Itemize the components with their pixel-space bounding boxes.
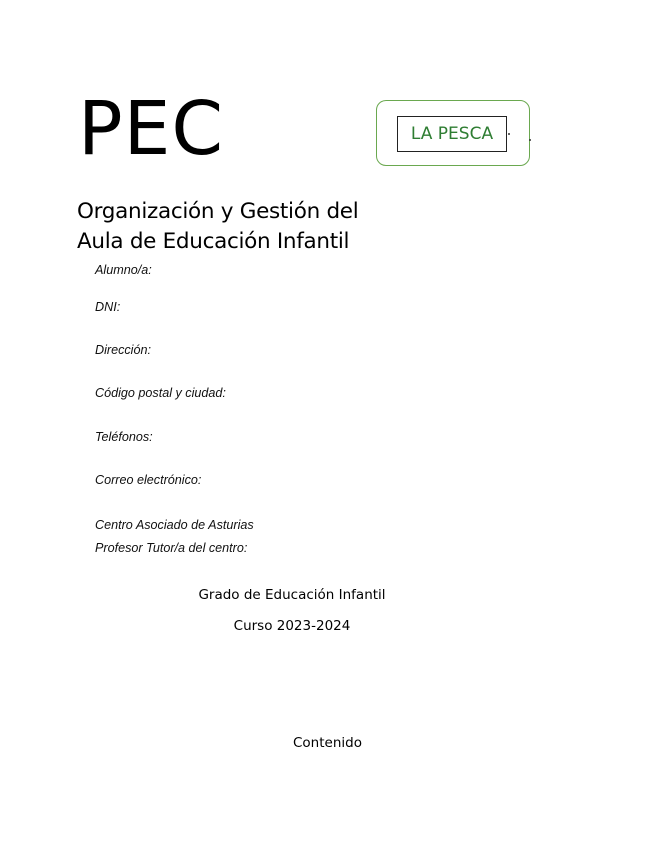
subject-line-1: Organización y Gestión del [77, 199, 359, 224]
logo-dot-right [529, 139, 531, 141]
field-dni: DNI: [95, 300, 121, 314]
logo-label: LA PESCA [397, 116, 507, 152]
page-title: PEC [78, 86, 225, 172]
subject-line-2: Aula de Educación Infantil [77, 229, 350, 254]
field-profesor: Profesor Tutor/a del centro: [95, 541, 248, 555]
grado-line: Grado de Educación Infantil [198, 587, 386, 603]
curso-line: Curso 2023-2024 [233, 618, 351, 634]
contenido-heading: Contenido [293, 735, 362, 751]
logo-dot-left [508, 133, 510, 135]
field-alumno: Alumno/a: [95, 263, 152, 277]
field-correo: Correo electrónico: [95, 473, 202, 487]
subject-title [77, 197, 358, 257]
field-codigo-postal: Código postal y ciudad: [95, 386, 226, 400]
field-direccion: Dirección: [95, 343, 151, 357]
field-telefonos: Teléfonos: [95, 430, 153, 444]
field-centro: Centro Asociado de Asturias [95, 518, 254, 532]
logo-frame [376, 100, 530, 166]
